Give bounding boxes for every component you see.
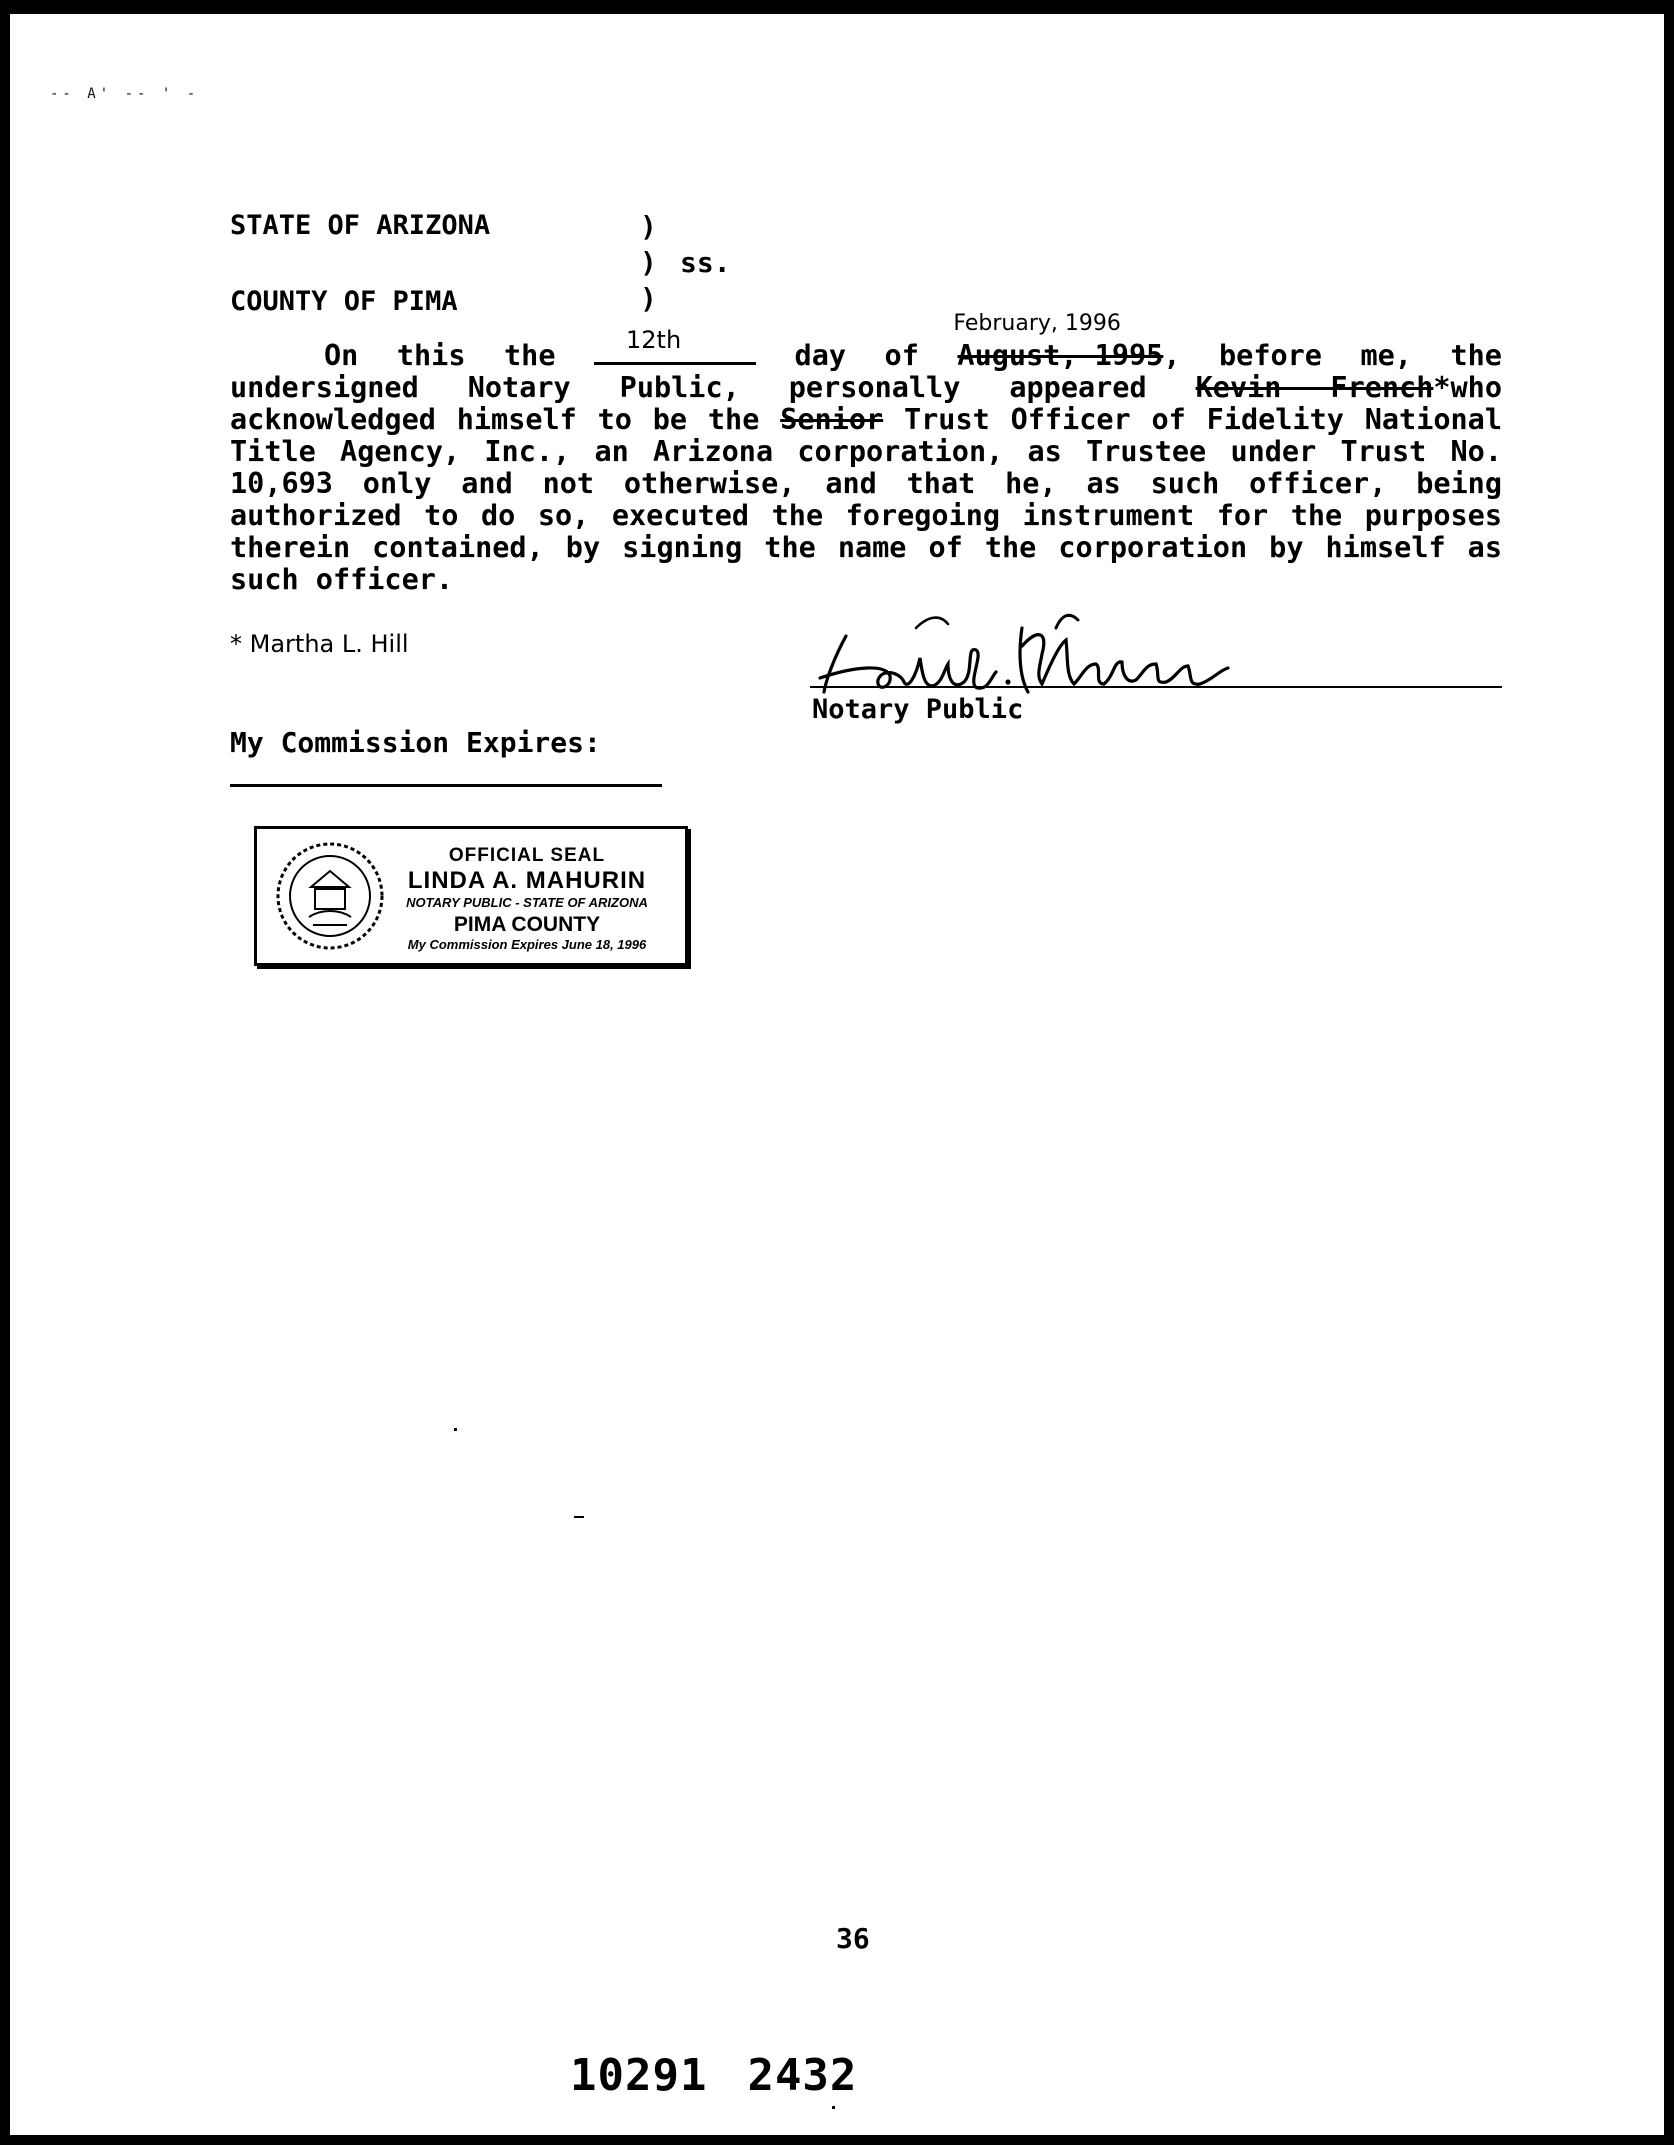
scan-speck	[454, 1428, 457, 1431]
venue-county: COUNTY OF PIMA	[230, 286, 458, 317]
venue-ss: ss.	[680, 246, 731, 279]
seal-county: PIMA COUNTY	[453, 913, 601, 936]
document-number-part2: 2432	[747, 2050, 858, 2101]
day-handwritten: 12th	[626, 326, 682, 354]
venue-bracket-middle: )	[640, 246, 657, 279]
document-number-part1: 10291	[570, 2050, 708, 2101]
struck-title: Senior	[780, 403, 884, 436]
struck-name: Kevin French	[1195, 371, 1434, 404]
venue-block	[230, 210, 1502, 322]
venue-state: STATE OF ARIZONA	[230, 210, 491, 241]
commission-expires-label: My Commission Expires:	[230, 726, 601, 759]
seal-commission-expiry: My Commission Expires June 18, 1996	[407, 937, 647, 952]
arizona-state-seal-icon	[271, 837, 389, 955]
commission-expires-line	[230, 784, 662, 787]
inserted-date: February, 1996	[953, 311, 1121, 336]
margin-marks: -- A' -- ' -	[50, 86, 200, 102]
day-blank	[594, 326, 756, 365]
ack-text-2: day of	[794, 339, 919, 372]
struck-date: August, 1995	[957, 339, 1164, 372]
ack-text-4: *who acknowledged himself to be the	[230, 371, 1502, 436]
seal-title: OFFICIAL SEAL	[448, 845, 606, 866]
scan-speck	[574, 1516, 584, 1518]
date-correction	[953, 311, 1164, 372]
venue-bracket-bottom: )	[640, 282, 657, 315]
ack-text-5: Trust Officer of Fidelity National Title Agency, Inc., an Arizona corporation, as Trustee under Trust No. 10,693 only and not otherwise, and that he, as such officer, being authorized to do so, executed the foregoing instrument for the purposes therein contained, by signing the name of the corporation by himself as such officer.	[230, 403, 1502, 596]
ack-text-3: , before me, the undersigned Notary Public, personally appeared	[230, 339, 1502, 404]
seal-notary-name: LINDA A. MAHURIN	[407, 867, 647, 894]
footnote-martha-hill: * Martha L. Hill	[230, 630, 409, 658]
acknowledgment-paragraph	[230, 311, 1502, 596]
scan-speck	[832, 2106, 835, 2109]
document-number	[570, 2050, 857, 2101]
seal-notary-line: NOTARY PUBLIC - STATE OF ARIZONA	[406, 895, 648, 910]
notarial-certificate	[230, 210, 1502, 759]
page-number: 36	[836, 1922, 870, 1955]
ack-text-1: On this the	[324, 339, 556, 372]
signature-label: Notary Public	[812, 694, 1024, 725]
notary-seal-stamp	[254, 826, 688, 966]
document-page	[10, 14, 1664, 2135]
signature-line	[810, 686, 1502, 688]
venue-bracket-top: )	[640, 210, 657, 243]
